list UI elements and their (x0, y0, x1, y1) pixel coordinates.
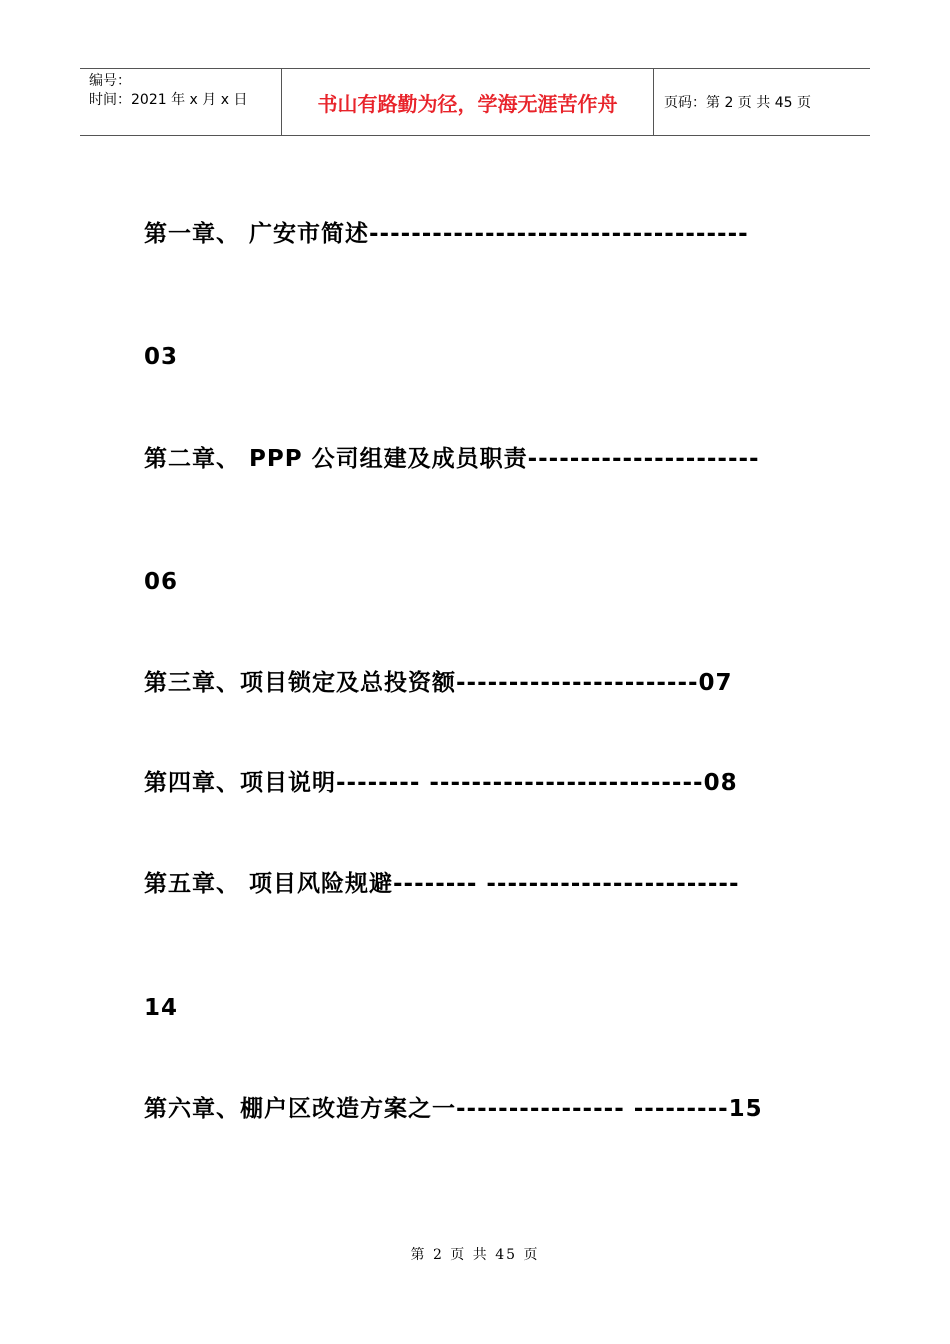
toc-entry-chapter-3: 第三章、项目锁定及总投资额-----------------------07 (144, 670, 733, 696)
header-motto-cell (281, 69, 654, 135)
header-page-info: 页码：第 2 页 共 45 页 (664, 95, 811, 111)
toc-entry-chapter-1: 第一章、 广安市简述------------------------------------ (144, 221, 749, 247)
page-header (80, 68, 870, 136)
header-page-cell (654, 69, 870, 135)
toc-entry-chapter-5: 第五章、 项目风险规避-------- ------------------------ (144, 871, 740, 897)
toc-entry-chapter-5-page: 14 (144, 995, 179, 1021)
header-motto: 书山有路勤为径，学海无涯苦作舟 (317, 92, 618, 116)
document-time-label: 时间：2021 年 x 月 x 日 (89, 92, 248, 108)
toc-entry-chapter-6: 第六章、棚户区改造方案之一---------------- ---------15 (144, 1096, 763, 1122)
toc-entry-chapter-2: 第二章、 PPP 公司组建及成员职责---------------------- (144, 446, 760, 472)
document-number-label: 编号： (89, 73, 131, 89)
toc-entry-chapter-2-page: 06 (144, 569, 179, 595)
page-footer-number: 第 2 页 共 45 页 (410, 1247, 540, 1263)
toc-entry-chapter-1-page: 03 (144, 344, 179, 370)
toc-entry-chapter-4: 第四章、项目说明-------- --------------------------08 (144, 770, 738, 796)
header-meta-cell (80, 69, 281, 135)
